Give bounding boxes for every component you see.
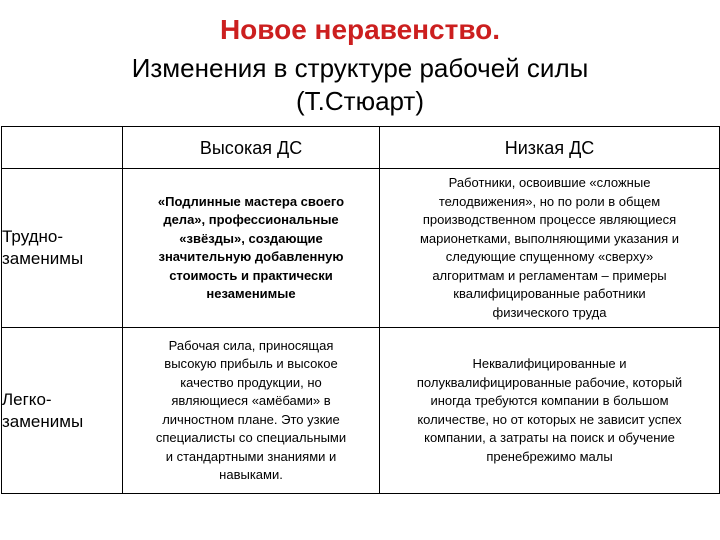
row-label-easy-to-replace <box>2 328 123 494</box>
row-label-hard-to-replace <box>2 169 123 328</box>
cell-line: алгоритмам и регламентам – примеры <box>432 267 667 283</box>
table-header-row <box>2 127 720 169</box>
row-label-line: заменимы <box>2 249 84 268</box>
subtitle-author: (Т.Стюарт) <box>296 86 424 116</box>
cell-line: количестве, но от которых не зависит успех <box>417 411 682 427</box>
header-low-ds: Низкая ДС <box>380 127 720 169</box>
cell-hard-low <box>380 169 720 328</box>
cell-line: высокую прибыль и высокое <box>164 356 338 371</box>
row-label-line: заменимы <box>2 411 84 431</box>
table-row-hard-to-replace <box>2 169 720 328</box>
cell-line: стоимость и практически <box>169 267 333 283</box>
cell-line: личностном плане. Это узкие <box>162 411 340 427</box>
cell-line: пренебрежимо малы <box>486 448 613 464</box>
cell-line: компании, а затраты на поиск и обучение <box>424 430 675 445</box>
subtitle-line: Изменения в структуре рабочей силы <box>131 53 589 83</box>
cell-line: полуквалифицированные рабочие, который <box>416 374 683 390</box>
cell-easy-high <box>123 328 380 494</box>
header-empty-cell <box>2 127 123 169</box>
cell-line: незаменимые <box>206 286 296 301</box>
cell-line: Неквалифицированные и <box>472 356 627 371</box>
cell-line: иногда требуются компании в большом <box>430 393 669 408</box>
cell-line: телодвижения», но по роли в общем <box>438 193 661 209</box>
cell-line: физического труда <box>492 304 607 320</box>
row-label-line: Трудно- <box>2 227 64 246</box>
cell-line: квалифицированные работники <box>453 286 646 301</box>
cell-line: Работники, освоившие «сложные <box>448 175 651 190</box>
workforce-table <box>1 126 720 494</box>
slide-subtitle <box>0 52 720 118</box>
slide-title: Новое неравенство. <box>219 14 501 45</box>
header-high-ds: Высокая ДС <box>123 127 380 169</box>
cell-line: марионетками, выполняющими указания и <box>419 230 680 246</box>
cell-line: и стандартными знаниями и <box>165 448 337 464</box>
cell-line: навыками. <box>219 467 283 482</box>
cell-hard-high <box>123 169 380 328</box>
cell-line: производственном процессе являющиеся <box>422 212 677 227</box>
table-row-easy-to-replace <box>2 328 720 494</box>
cell-line: являющиеся «амёбами» в <box>171 393 331 408</box>
cell-line: следующие спущенному «сверху» <box>445 249 654 264</box>
cell-line: качество продукции, но <box>180 374 322 390</box>
row-label-line: Легко- <box>2 389 52 409</box>
cell-line: «Подлинные мастера своего <box>157 193 345 209</box>
cell-line: дела», профессиональные <box>163 212 339 227</box>
cell-line: специалисты со специальными <box>155 430 347 445</box>
cell-line: Рабочая сила, приносящая <box>168 337 334 353</box>
cell-easy-low <box>380 328 720 494</box>
cell-line: «звёзды», создающие <box>179 230 323 246</box>
cell-line: значительную добавленную <box>158 249 344 264</box>
